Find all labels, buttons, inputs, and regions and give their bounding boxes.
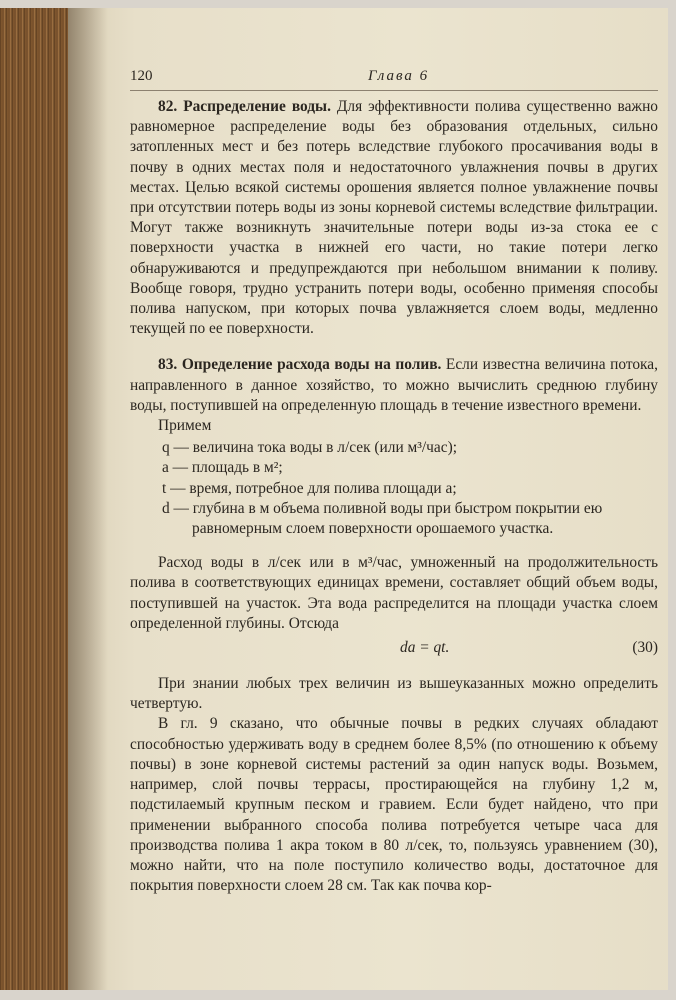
running-header <box>130 66 658 91</box>
section-83-heading: 83. Определение расхода воды на полив. <box>158 356 442 374</box>
section-83-paragraph <box>130 355 658 416</box>
spine-shadow <box>68 0 108 1000</box>
volume-paragraph: Расход воды в л/сек или в м³/час, умноженный на продолжительность полива в соответствующих единицах времени, составляет общий объем воды, поступившей на участок. Эта вода распределится на площади участка слоем определенной глубины. Отсюда <box>130 554 658 632</box>
definition-a: a — площадь в м²; <box>162 459 283 477</box>
page-number: 120 <box>130 68 153 84</box>
scan-border-right <box>668 0 676 1000</box>
equation-number: (30) <box>632 639 658 657</box>
scan-border-top <box>0 0 676 8</box>
equation-30 <box>130 634 658 660</box>
equation-text: da = qt. <box>400 639 450 657</box>
book-spine <box>0 0 68 1000</box>
definition-d: d — глубина в м объема поливной воды при быстром покрытии ею равномерным слоем поверхности орошаемого участка. <box>162 499 603 538</box>
definition-t: t — время, потребное для полива площади a; <box>162 479 457 497</box>
chapter-title: Глава 6 <box>368 68 430 84</box>
section-82-paragraph <box>130 97 658 339</box>
section-83-text: Если известна величина потока, направленного в данное хозяйство, то можно вычислить среднюю глубину воды, поступившей на определенную площадь в течение известного времени. <box>130 356 658 414</box>
section-82-text: Для эффективности полива существенно важно равномерное распределение воды без образования отдельных, сильно затопленных мест и без потерь вследствие глубокого просачивания воды в почву в одних местах поля и недостаточного увлажнения почвы в других местах. Целью всякой системы орошения является полное увлажнение почвы при отсутствии потерь воды из зоны корневой системы вследствие фильтрации. Могут также возникнуть значительные потери воды из-за стока ее с поверхности участка в нижней его части, но такие потери легко обнаруживаются и предупреждаются при небольшом внимании к поливу. Вообще говоря, трудно устранить потери воды, особенно применяя способы полива напуском, при которых почва увлажняется слоем воды, медленно текущей по ее поверхности. <box>130 98 658 338</box>
section-82-heading: 82. Распределение воды. <box>158 98 331 115</box>
variable-definitions <box>162 438 658 539</box>
four-values-paragraph: При знании любых трех величин из вышеуказанных можно определить четвертую. <box>130 675 658 713</box>
definition-q: q — величина тока воды в л/сек (или м³/час); <box>162 439 457 457</box>
page-content <box>130 66 658 896</box>
example-paragraph: В гл. 9 сказано, что обычные почвы в редких случаях обладают способностью удерживать воду в среднем более 8,5% (по отношению к объему почвы) в зоне корневой системы растений за один напуск воды. Возьмем, например, слой почвы террасы, простирающейся на глубину 1,2 м, подстилаемый крупным песком и гравием. Если будет найдено, что при применении выбранного способа полива потребуется четыре часа для производства полива 1 акра током в 80 л/сек, то, пользуясь уравнением (30), можно найти, что на поле поступило количество воды, достаточное для покрытия поверхности слоем 28 см. Так как почва кор- <box>130 715 658 895</box>
accept-label: Примем <box>158 417 212 435</box>
scan-border-bottom <box>0 990 676 1000</box>
